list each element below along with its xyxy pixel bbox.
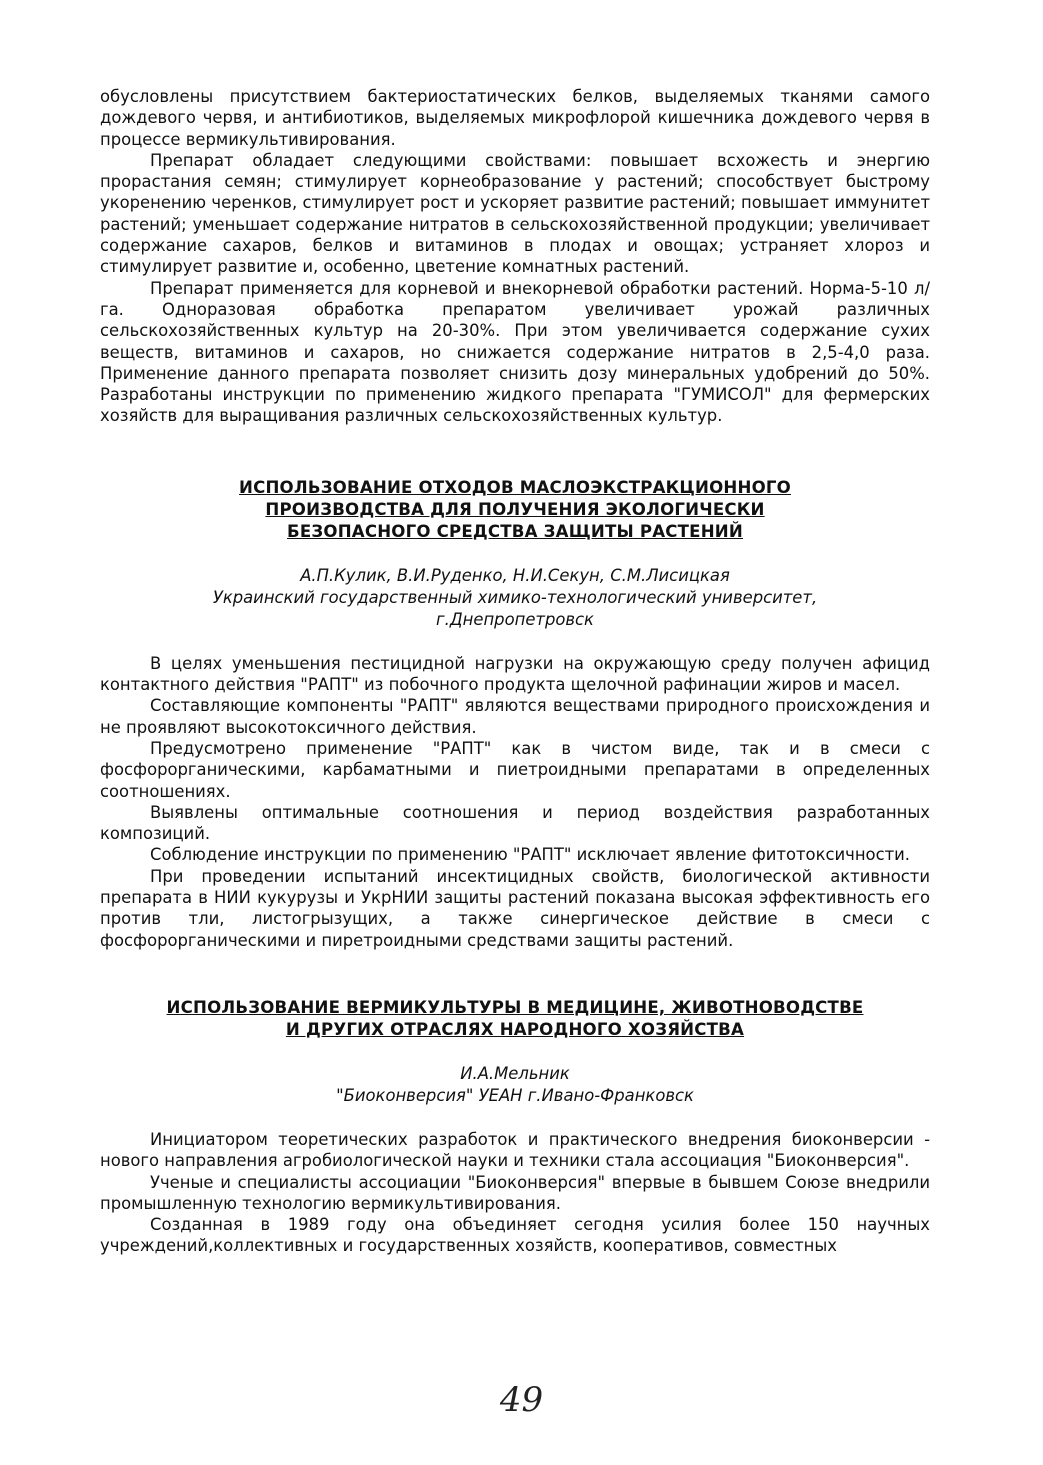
paragraph: В целях уменьшения пестицидной нагрузки на окружающую среду получен афицид контактного действия "РАПТ" из побочного продукта щелочной рафинации жиров и масел. <box>100 653 930 695</box>
article-title <box>100 997 930 1041</box>
paragraph: При проведении испытаний инсектицидных свойств, биологической активности препарата в НИИ кукурузы и УкрНИИ защиты растений показана высокая эффективность его против тли, листогрызущих, а также синергическое действие в смеси с фосфорорганическими и пиретроидными средствами защиты растений. <box>100 866 930 950</box>
paragraph: Инициатором теоретических разработок и практического внедрения биоконверсии - нового направления агробиологической науки и техники стала ассоциация "Биоконверсия". <box>100 1129 930 1171</box>
paragraph: Выявлены оптимальные соотношения и период воздействия разработанных композиций. <box>100 802 930 844</box>
article-authors: И.А.Мельник <box>460 1063 570 1083</box>
title-line: ПРОИЗВОДСТВА ДЛЯ ПОЛУЧЕНИЯ ЭКОЛОГИЧЕСКИ <box>265 499 765 519</box>
paragraph: Препарат применяется для корневой и внекорневой обработки растений. Норма-5-10 л/га. Одноразовая обработка препаратом увеличивает урожай различных сельскохозяйственных культур на 20-30%. При этом увеличивается содержание сухих веществ, витаминов и сахаров, но снижается содержание нитратов в 2,5-4,0 раза. Применение данного препарата позволяет снизить дозу минеральных удобрений до 50%. Разработаны инструкции по применению жидкого препарата "ГУМИСОЛ" для фермерских хозяйств для выращивания различных сельскохозяйственных культур. <box>100 278 930 426</box>
article-authors: А.П.Кулик, В.И.Руденко, Н.И.Секун, С.М.Лисицкая <box>300 565 730 585</box>
title-line: ИСПОЛЬЗОВАНИЕ ОТХОДОВ МАСЛОЭКСТРАКЦИОННОГО <box>239 477 791 497</box>
paragraph: Соблюдение инструкции по применению "РАПТ" исключает явление фитотоксичности. <box>150 845 910 865</box>
article-city: г.Днепропетровск <box>436 609 594 629</box>
article-title <box>100 477 930 543</box>
page-number: 49 <box>499 1380 544 1420</box>
paragraph: обусловлены присутствием бактериостатических белков, выделяемых тканями самого дождевого червя, и антибиотиков, выделяемых микрофлорой кишечника дождевого червя в процессе вермикультивирования. <box>100 87 930 149</box>
article-affiliation: Украинский государственный химико-технологический университет, <box>212 587 818 607</box>
paragraph: Предусмотрено применение "РАПТ" как в чистом виде, так и в смеси с фосфорорганическими, карбаматными и пиетроидными препаратами в определенных соотношениях. <box>100 738 930 801</box>
title-line: И ДРУГИХ ОТРАСЛЯХ НАРОДНОГО ХОЗЯЙСТВА <box>285 1019 745 1039</box>
title-line: ИСПОЛЬЗОВАНИЕ ВЕРМИКУЛЬТУРЫ В МЕДИЦИНЕ, ЖИВОТНОВОДСТВЕ <box>166 997 864 1017</box>
paragraph: Препарат обладает следующими свойствами: повышает всхожесть и энергию прорастания семян; стимулирует корнеобразование у растений; способствует быстрому укоренению черенков, стимулирует рост и ускоряет развитие растений; повышает иммунитет растений; уменьшает содержание нитратов в сельскохозяйственной продукции; увеличивает содержание сахаров, белков и витаминов в плодах и овощах; устраняет хлороз и стимулирует развитие и, особенно, цветение комнатных растений. <box>100 150 930 277</box>
title-line: БЕЗОПАСНОГО СРЕДСТВА ЗАЩИТЫ РАСТЕНИЙ <box>287 521 743 541</box>
paragraph: Составляющие компоненты "РАПТ" являются веществами природного происхождения и не проявляют высокотоксичного действия. <box>100 696 930 737</box>
document-page <box>100 86 930 1257</box>
article-affiliation: "Биоконверсия" УЕАН г.Ивано-Франковск <box>336 1085 694 1105</box>
paragraph: Ученые и специалисты ассоциации "Биоконверсия" впервые в бывшем Союзе внедрили промышленную технологию вермикультивирования. <box>100 1172 930 1213</box>
paragraph: Созданная в 1989 году она объединяет сегодня усилия более 150 научных учреждений,коллективных и государственных хозяйств, кооперативов, совместных <box>100 1215 930 1256</box>
